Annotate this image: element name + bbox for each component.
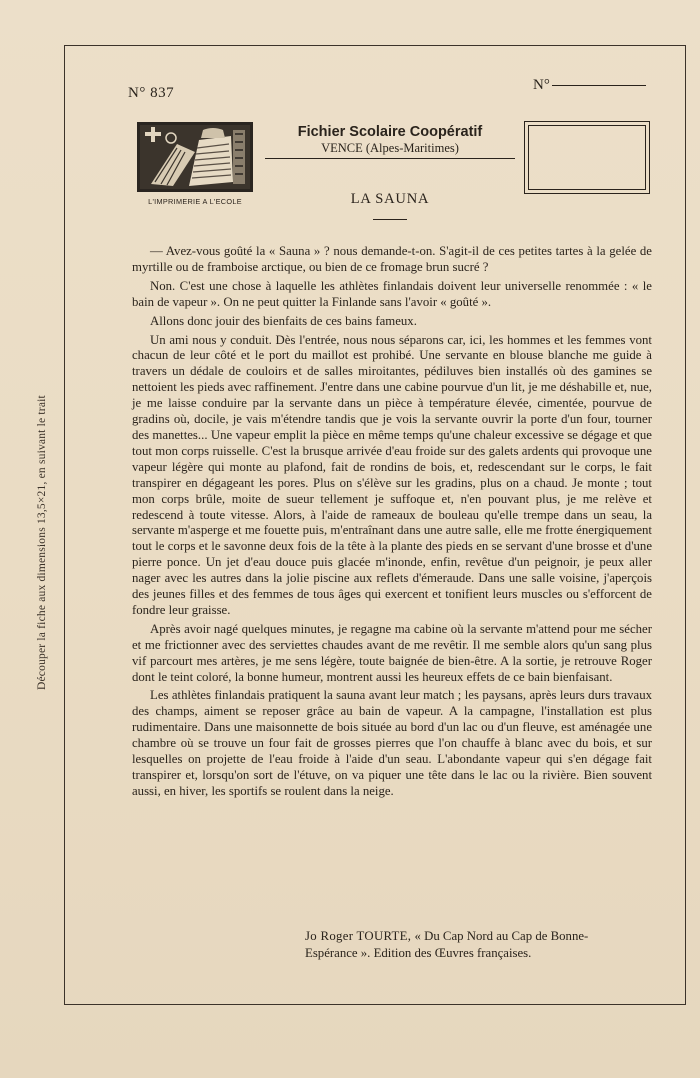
paragraph: Non. C'est une chose à laquelle les athlètes finlandais doivent leur universelle renommée : « le bain de vapeur ». On ne peut quitter la Finlande sans l'avoir « goûté ». xyxy=(132,278,652,309)
paragraph: — Avez-vous goûté la « Sauna » ? nous demande-t-on. S'agit-il de ces petites tartes à la gelée de myrtille ou de framboise arctique, ou bien de ce fromage brun sucré ? xyxy=(132,244,652,274)
logo-caption: L'IMPRIMERIE A L'ECOLE xyxy=(148,197,242,206)
paragraph: Allons donc jouir des bienfaits de ces bains fameux. xyxy=(150,313,417,328)
number-blank-line xyxy=(552,85,646,86)
number-blank-label: N° xyxy=(533,77,550,93)
title-rule xyxy=(373,219,407,220)
document-title: LA SAUNA xyxy=(350,191,430,207)
cutting-instruction: Découper la fiche aux dimensions 13,5×21, en suivant le trait xyxy=(36,395,48,690)
empty-stamp-box xyxy=(524,121,650,194)
card-number: N° 837 xyxy=(128,85,175,101)
printing-press-logo-icon xyxy=(137,122,253,194)
author-name: Jo Roger TOURTE, xyxy=(305,929,412,943)
signature xyxy=(305,928,635,961)
paragraph: Un ami nous y conduit. Dès l'entrée, nous nous séparons car, ici, les hommes et les femmes vont chacun de leur côté et le port du maillot est prohibé. Une servante en blouse blanche me guide à travers un dédale de couloirs et de salles miroitantes, pédiluves bien installés où des gamines se nettoient les pieds avec raffinement. J'entre dans une cabine pourvue d'un lit, je me déshabille et, nue, je me laisse conduire par la servante dans un pièce à température élevée, cimentée, pourvue de gradins où, docile, je vais m'étendre tandis que je vois la servante ouvrir la porte d'un four, tourner des manettes... Une vapeur emplit la pièce en même temps qu'une chaleur excessive se dégage et que tout mon corps ruisselle. C'est la brusque arrivée d'eau froide sur des galets ardents qui provoque une vapeur légère qui monte au plafond, fait de rondins de bois, et, redescendant sur le corps, le fait transpirer en dégageant les pores. Plus on s'élève sur les gradins, plus on a chaud. Je monte ; tout mon corps brûle, moite de sueur tellement je suffoque et, n'en pouvant plus, je me relève et redescend à toute vitesse. Alors, à l'aide de rameaux de bouleau qu'elle trempe dans un seau, la servante m'asperge et me fouette puis, m'entraînant dans une autre salle, elle me frotte énergiquement tout le corps et le savonne deux fois de la tête à la plante des pieds en se servant d'une brosse et d'une pierre ponce. Un jet d'eau douce puis glacée m'inonde, enfin, revêtue d'un peignoir, je peux aller nager avec les autres dans la jolie piscine aux reflets d'émeraude. Dans une salle voisine, j'aperçois des jeunes filles et des femmes de tous âges qui exercent et tonifient leurs muscles ou s'efforcent de fondre leur graisse. xyxy=(132,332,652,617)
fichier-location: VENCE (Alpes-Maritimes) xyxy=(321,141,459,155)
paragraph: Les athlètes finlandais pratiquent la sauna avant leur match ; les paysans, après leurs durs travaux des champs, aiment se reposer grâce au bain de vapeur. A la campagne, l'installation est plus rudimentaire. Dans une maisonnette de bois située au bord d'un lac ou d'un fleuve, est aménagée une chambre où se trouve un four fait de grosses pierres que l'on chauffe à blanc avec du bois, et sur lesquelles on projette de l'eau froide à l'aide d'un seau. L'abondante vapeur qui s'en dégage fait transpirer et, lorsqu'on sort de l'étuve, on va piquer une tête dans le lac ou la rivière. Bien souvent aussi, en hiver, les sportifs se roulent dans la neige. xyxy=(132,688,652,798)
header-rule xyxy=(265,158,515,159)
card-number-blank xyxy=(533,77,646,94)
paragraph: Après avoir nagé quelques minutes, je regagne ma cabine où la servante m'attend pour me sécher et me frictionner avec des serviettes chaudes avant de me revêtir. Il me semble alors qu'un sang plus vif parcourt mes artères, je me sens légère, toute baignée de bien-être. A la sortie, je retrouve Roger dont le teint coloré, la bonne humeur, montrent aussi les heureux effets de ce bain bienfaisant. xyxy=(132,621,652,684)
fichier-title: Fichier Scolaire Coopératif xyxy=(297,124,483,140)
source-reference: « Du Cap Nord au Cap de Bonne-Espérance ». Edition des Œuvres françaises. xyxy=(305,929,589,960)
article-body xyxy=(132,244,652,803)
